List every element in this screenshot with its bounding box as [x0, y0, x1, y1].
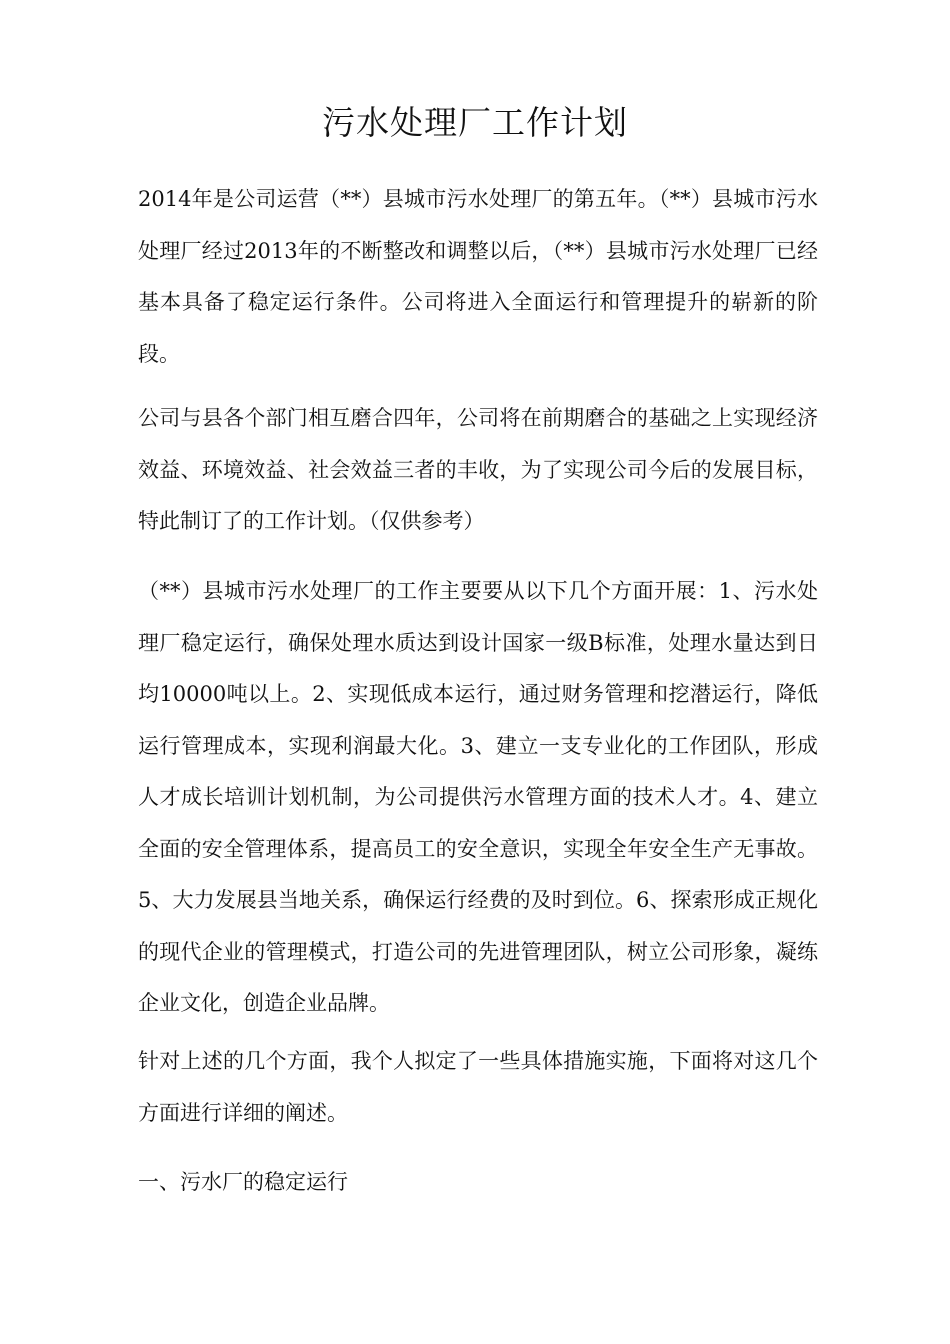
- paragraph-goals: 公司与县各个部门相互磨合四年，公司将在前期磨合的基础之上实现经济效益、环境效益、社会效益三者的丰收，为了实现公司今后的发展目标，特此制订了的工作计划。（仅供参考）: [138, 406, 818, 533]
- paragraph-work-areas: （**）县城市污水处理厂的工作主要要从以下几个方面开展：1、污水处理厂稳定运行，确保处理水质达到设计国家一级B标准，处理水量达到日均10000吨以上。2、实现低成本运行，通过财务管理和挖潜运行，降低运行管理成本，实现利润最大化。3、建立一支专业化的工作团队，形成人才成长培训计划机制，为公司提供污水管理方面的技术人才。4、建立全面的安全管理体系，提高员工的安全意识，实现全年安全生产无事故。5、大力发展县当地关系，确保运行经费的及时到位。6、探索形成正规化的现代企业的管理模式，打造公司的先进管理团队，树立公司形象，凝练企业文化，创造企业品牌。: [138, 579, 818, 1015]
- section-heading: 一、污水厂的稳定运行: [138, 1170, 348, 1194]
- paragraph-intro: 2014年是公司运营（**）县城市污水处理厂的第五年。（**）县城市污水处理厂经过2013年的不断整改和调整以后，（**）县城市污水处理厂已经基本具备了稳定运行条件。公司将进入全面运行和管理提升的崭新的阶段。: [138, 187, 818, 366]
- paragraph-measures: 针对上述的几个方面，我个人拟定了一些具体措施实施，下面将对这几个方面进行详细的阐述。: [138, 1049, 818, 1125]
- document-title: 污水处理厂工作计划: [322, 103, 628, 142]
